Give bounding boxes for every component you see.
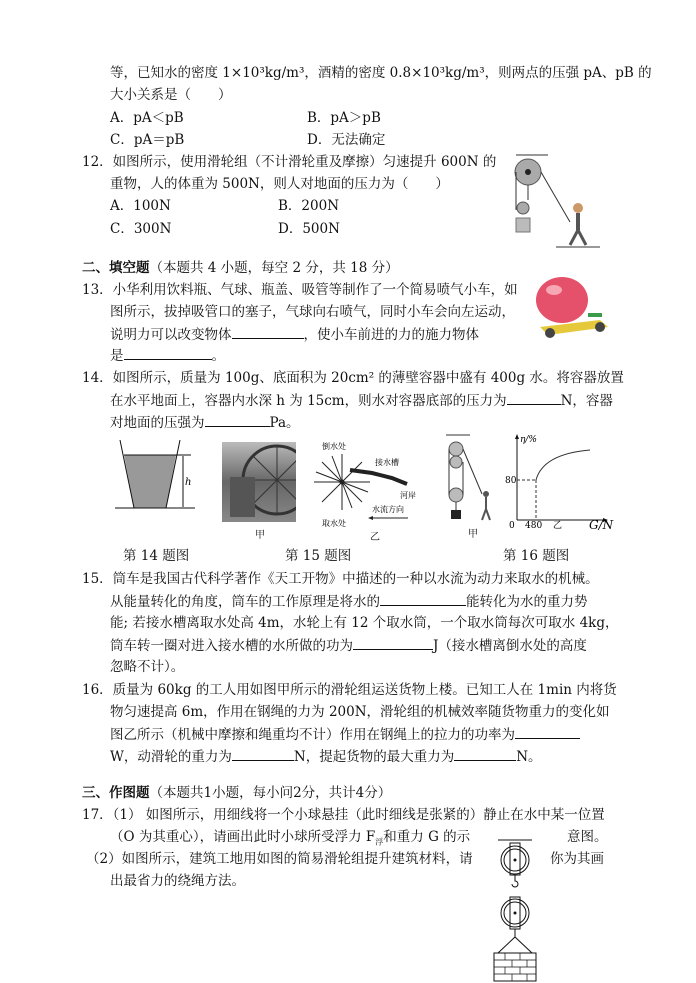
q15-answer-blank-1[interactable] (380, 592, 466, 606)
q16-line3-text: 图乙所示（机械中摩擦和绳重均不计）作用在钢绳上的拉力的功率为 (110, 727, 515, 743)
q15-line4-suffix: J（接水槽离倒水处的高度 (433, 638, 587, 654)
fig16-label-jia: 甲 (468, 529, 478, 540)
section2-title: 二、填空题 (82, 260, 150, 276)
fig16-efficiency-graph (505, 432, 620, 530)
q15-line4-prefix: 筒车转一圈对进入接水槽的水所做的功为 (110, 638, 353, 654)
q15-text-line1: 15．筒车是我国古代科学著作《天工开物》中描述的一种以水流为动力来取水的机械。 (82, 571, 599, 587)
q13-text-line1: 13．小华利用饮料瓶、气球、瓶盖、吸管等制作了一个简易喷气小车，如 (82, 282, 518, 298)
q14-line2-prefix: 在水平地面上，容器内水深 h 为 15cm，则水对容器底部的压力为 (110, 393, 507, 409)
fig16-x-tick: 480 (525, 521, 543, 530)
section3-title: 三、作图题 (82, 785, 150, 801)
q13-line3-suffix: ，使小车前进的力的施力物体 (303, 327, 479, 343)
q11-text-line1: 等，已知水的密度 1×10³kg/m³，酒精的密度 0.8×10³kg/m³，则两点的压强 pA、pB 的 (110, 65, 652, 81)
q14-text-line2 (110, 391, 613, 410)
q17-buoyancy-subscript: 浮 (375, 837, 384, 847)
q16-answer-blank-2[interactable] (232, 747, 294, 761)
q12-pulley-figure (508, 150, 603, 250)
fig15-waterwheel-photo (222, 442, 296, 522)
q15-text-line2 (110, 592, 588, 611)
q15-text-line4 (110, 636, 587, 655)
fig15-label-bank: 河岸 (400, 491, 416, 500)
fig16-origin: 0 (509, 521, 515, 530)
q11-text-line2: 大小关系是（ ） (110, 87, 232, 103)
q13-text-line4 (110, 346, 225, 365)
q17-text-line3-end: 你为其画 (550, 851, 604, 867)
q16-text-line4 (110, 747, 542, 766)
q14-line3-prefix: 对地面的压强为 (110, 415, 205, 431)
section3-heading (82, 784, 391, 802)
q13-balloon-car-figure (530, 275, 610, 345)
fig16-caption: 第 16 题图 (503, 548, 570, 564)
q15-text-line5: 忽略不计）。 (110, 659, 185, 675)
q13-line3-prefix: 说明力可以改变物体 (110, 327, 232, 343)
q17-line2-middle: 和重力 G 的示 (383, 829, 471, 845)
q14-text-line3 (110, 413, 300, 432)
q14-line2-suffix: N，容器 (560, 393, 613, 409)
q16-line4-part2: N，提起货物的最大重力为 (293, 749, 455, 765)
fig15-label-take: 取水处 (322, 519, 346, 528)
section2-heading (82, 259, 399, 277)
fig16-x-axis-label: G/N (589, 518, 614, 530)
q12-option-c: C．300N (110, 221, 172, 237)
q12-text-line1: 12．如图所示，使用滑轮组（不计滑轮重及摩擦）匀速提升 600N 的 (82, 154, 497, 170)
q15-line2-suffix: 能转化为水的重力势 (466, 594, 588, 610)
q11-option-a: A．pA＜pB (110, 110, 184, 126)
q16-answer-blank-1[interactable] (515, 725, 580, 739)
q16-line4-part3: N。 (516, 749, 542, 765)
q11-option-d: D．无法确定 (307, 132, 386, 148)
fig14-caption: 第 14 题图 (123, 548, 190, 564)
fig14-label-h: h (185, 477, 192, 488)
q11-option-c: C．pA＝pB (110, 132, 185, 148)
section3-note: （本题共1小题，每小问2分，共计4分） (149, 785, 392, 801)
q15-answer-blank-2[interactable] (353, 636, 433, 650)
q17-text-line4: 出最省力的绕绳方法。 (110, 873, 245, 889)
q13-line4-prefix: 是 (110, 348, 124, 364)
q13-answer-blank-2[interactable] (124, 346, 212, 360)
q16-answer-blank-3[interactable] (454, 747, 516, 761)
fig15-label-jia: 甲 (255, 530, 265, 541)
q13-text-line3 (110, 325, 479, 344)
fig16-y-tick: 80 (505, 476, 517, 486)
q17-text-line2 (110, 828, 470, 852)
q14-line3-suffix: Pa。 (269, 415, 300, 431)
q13-answer-blank-1[interactable] (232, 325, 304, 339)
q12-option-a: A．100N (110, 198, 171, 214)
q11-option-b: B．pA＞pB (307, 110, 381, 126)
fig15-label-yi: 乙 (370, 532, 380, 543)
q14-text-line1: 14．如图所示，质量为 100g、底面积为 20cm² 的薄壁容器中盛有 400g 水。将容器放置 (82, 370, 624, 386)
fig16-y-axis-label: η/% (520, 435, 537, 445)
fig14-container-diagram (115, 440, 195, 515)
q14-answer-blank-2[interactable] (205, 413, 270, 427)
q17-line2-prefix: （O 为其重心），请画出此时小球所受浮力 F (110, 829, 376, 845)
fig15-label-pour: 倒水处 (322, 442, 346, 451)
q14-answer-blank-1[interactable] (507, 391, 561, 405)
q17-text-line2-end: 意图。 (567, 829, 608, 845)
fig15-waterwheel-diagram (312, 440, 422, 528)
q17-text-line3: （2）如图所示，建筑工地用如图的简易滑轮组提升建筑材料，请 (86, 851, 473, 867)
fig16-pulley-diagram (440, 432, 500, 527)
q13-line4-suffix: 。 (211, 348, 225, 364)
q12-text-line2: 重物，人的体重为 500N，则人对地面的压力为（ ） (110, 176, 449, 192)
q16-text-line1: 16．质量为 60kg 的工人用如图甲所示的滑轮组运送货物上楼。已知工人在 1min 内将货 (82, 682, 617, 698)
fig15-caption: 第 15 题图 (285, 548, 352, 564)
q15-text-line3: 能; 若接水槽离取水处高 4m，水轮上有 12 个取水筒，一个取水筒每次可取水 4kg， (110, 615, 619, 631)
section2-note: （本题共 4 小题，每空 2 分，共 18 分） (149, 260, 399, 276)
q15-line2-prefix: 从能量转化的角度，筒车的工作原理是将水的 (110, 594, 380, 610)
q17-pulley-block-figure (490, 835, 540, 983)
q17-text-line1: 17．（1） 如图所示，用细线将一个小球悬挂（此时细线是张紧的）静止在水中某一位置 (82, 807, 605, 823)
q13-text-line2: 图所示，拔掉吸管口的塞子，气球向右喷气，同时小车会向左运动， (110, 304, 515, 320)
q16-line4-part1: W，动滑轮的重力为 (110, 749, 232, 765)
q12-option-b: B．200N (278, 198, 340, 214)
fig15-label-trough: 接水槽 (375, 458, 399, 467)
q16-text-line3 (110, 725, 580, 744)
fig16-label-yi: 乙 (553, 521, 563, 530)
q12-option-d: D．500N (278, 221, 340, 237)
q16-text-line2: 物匀速提高 6m，作用在钢绳的力为 200N，滑轮组的机械效率随货物重力的变化如 (110, 704, 610, 720)
fig15-label-flow: 水流方向 (372, 505, 404, 514)
